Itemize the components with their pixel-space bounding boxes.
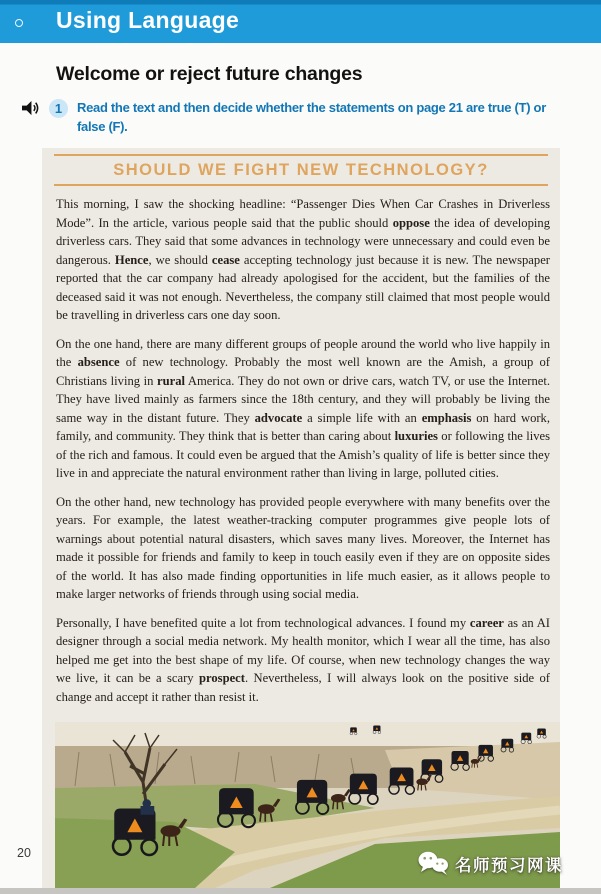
page-bottom-edge — [0, 888, 601, 894]
reading-title: SHOULD WE FIGHT NEW TECHNOLOGY? — [113, 161, 489, 179]
section-banner — [0, 0, 601, 43]
watermark — [418, 851, 563, 876]
banner-title: Using Language — [56, 7, 240, 33]
activity-number-badge: 1 — [49, 99, 68, 118]
page-heading: Welcome or reject future changes — [56, 63, 363, 85]
page-number: 20 — [17, 846, 31, 860]
ring-icon — [15, 19, 23, 27]
title-rule-top — [54, 154, 548, 156]
activity-instruction: Read the text and then decide whether the statements on page 21 are true (T) or false (F). — [77, 100, 546, 134]
activity-1-instruction-row — [21, 99, 573, 137]
reading-passage-box — [42, 148, 560, 888]
passage-paragraphs — [42, 186, 560, 706]
wechat-icon — [418, 851, 449, 876]
watermark-text: 名师预习网课 — [455, 856, 563, 875]
passage-paragraph: On the other hand, new technology has provided people everywhere with many benefits over the years. For example, the latest weather-tracking computer programmes give people lots of warnings about potential natural disasters, which saves many lives. Moreover, the Internet has made it possible for friends and family to keep in touch easily even if they are on opposite sides of the world. It has also made finding opportunities in life much easier, as it allows people to make larger networks of friends through using social media. — [56, 494, 550, 601]
passage-paragraph: On the one hand, there are many different groups of people around the world who live happily in the absence of new technology. Probably the most well known are the Amish, a group of Christians living in rural America. They do not own or drive cars, watch TV, or use the Internet. They have lived mainly as farmers since the 18th century, and they will probably be living the same way in the distant future. They advocate a simple life with an emphasis on hard work, family, and community. They think that is better than caring about luxuries or following the lives of the rich and famous. It could even be argued that the Amish’s quality of life is better since they live in and appreciate the natural environment rather than living in large, polluted cities. — [56, 336, 551, 480]
passage-paragraph: This morning, I saw the shocking headline: “Passenger Dies When Car Crashes in Driverless Mode”. In the article, various people said that the public should oppose the idea of developing driverless cars. They said that some advances in technology were unnecessary and could even be dangerous. Hence, we should cease accepting technology just because it is new. The newspaper reported that the car company had already apologised for the accident, but the families of the deceased said it was not enough. Nevertheless, the company still claimed that most people would be travelling in driverless cars one day soon. — [56, 197, 550, 322]
speaker-icon — [21, 100, 40, 117]
passage-paragraph: Personally, I have benefited quite a lot from technological advances. I found my career as an AI designer through a social media network. My health monitor, which I wear all the time, has also helped me get into the best shape of my life. Of course, when new technology changes the way we live, it can be a scary prospect. Nevertheless, I will always look on the positive side of change and accept it rather than resist it. — [56, 615, 551, 704]
